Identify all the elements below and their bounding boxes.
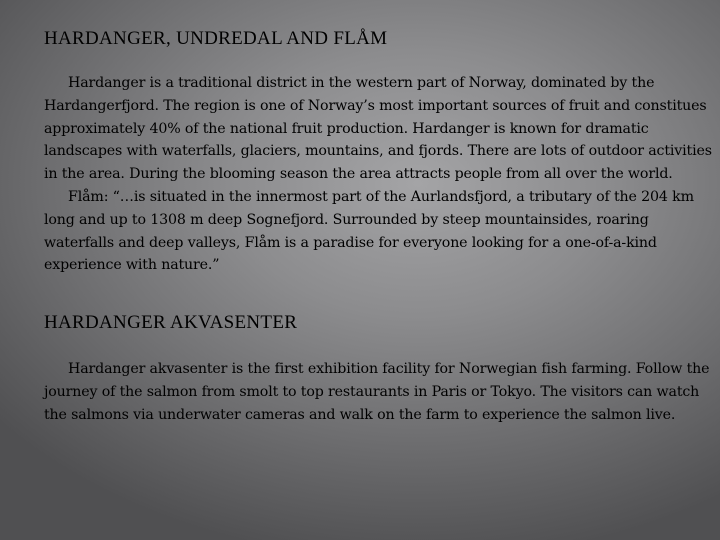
- paragraph-hardanger: Hardanger is a traditional district in the western part of Norway, dominated by the Hardangerfjord. The region is one of Norway’s most important sources of fruit and constitues approximately 40% of the national fruit production. Hardanger is known for dramatic landscapes with waterfalls, glaciers, mountains, and fjords. There are lots of outdoor activities in the area. During the blooming season the area attracts people from all over the world.: [44, 75, 712, 183]
- section-body-hardanger: [44, 72, 716, 277]
- section-title-akvasenter: HARDANGER AKVASENTER: [44, 312, 298, 333]
- section-title-hardanger: HARDANGER, UNDREDAL AND FLÅM: [44, 28, 388, 49]
- paragraph-flam: Flåm: “…is situated in the innermost part of the Aurlandsfjord, a tributary of the 204 km long and up to 1308 m deep Sognefjord. Surrounded by steep mountainsides, roaring waterfalls and deep valleys, Flåm is a paradise for everyone looking for a one-of-a-kind experience with nature.”: [44, 188, 694, 274]
- paragraph-akvasenter: Hardanger akvasenter is the first exhibition facility for Norwegian fish farming. Follow the journey of the salmon from smolt to top restaurants in Paris or Tokyo. The visitors can watch the salmons via underwater cameras and walk on the farm to experience the salmon live.: [44, 361, 710, 423]
- section-body-akvasenter: [44, 358, 716, 426]
